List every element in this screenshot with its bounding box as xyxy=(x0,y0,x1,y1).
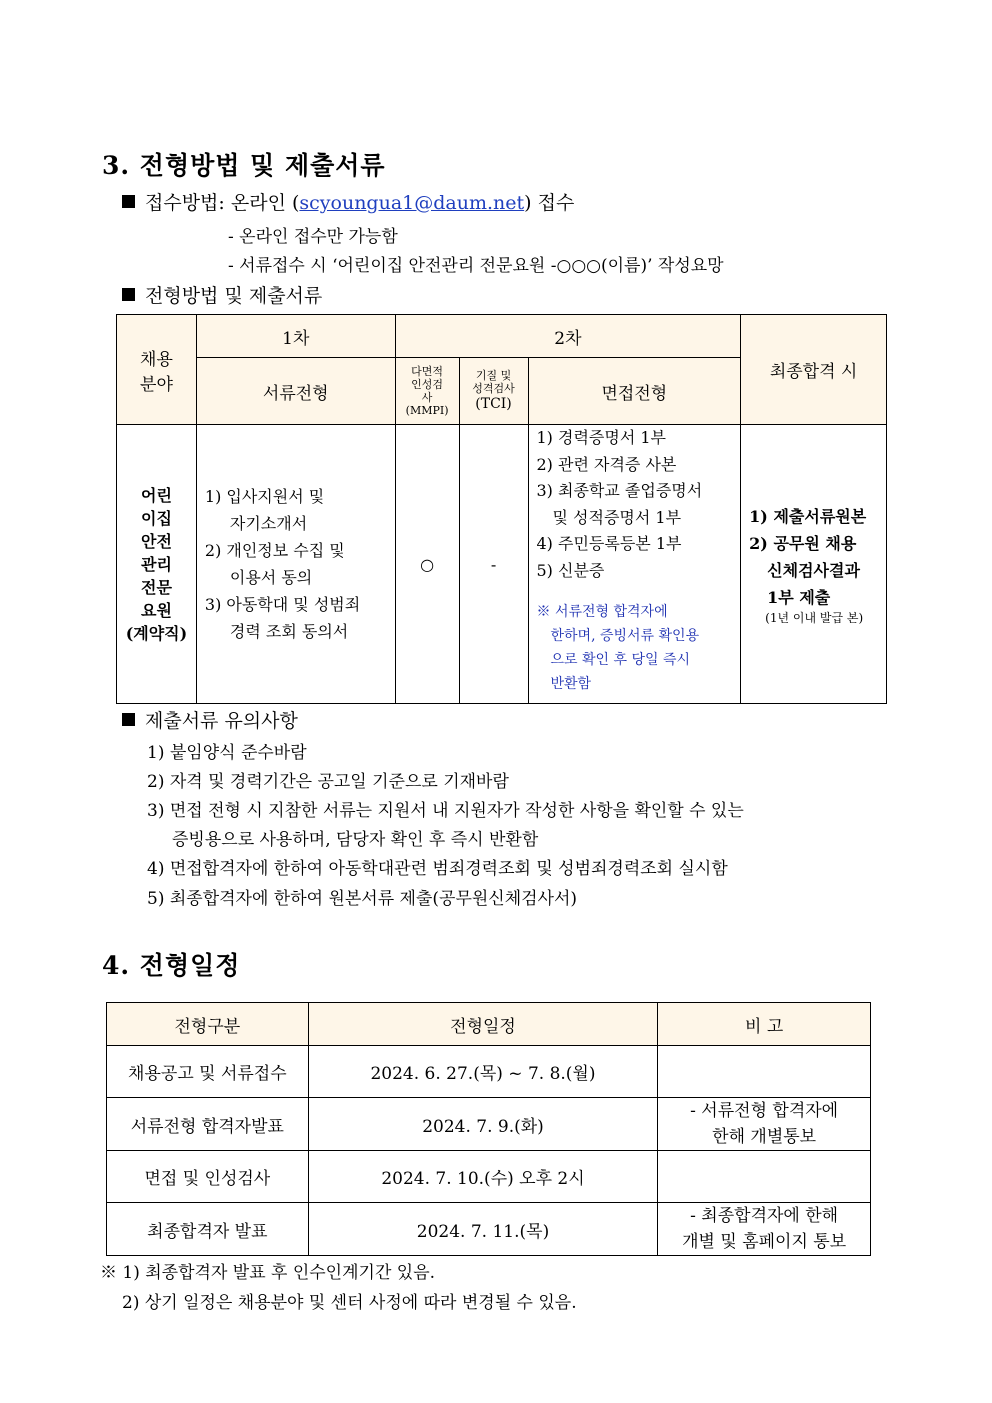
receipt-label: 접수방법: xyxy=(145,192,225,214)
schedule-note-line: 한해 개별통보 xyxy=(712,1127,817,1147)
table-row xyxy=(107,1151,871,1203)
receipt-method xyxy=(122,188,574,215)
schedule-stage: 서류전형 합격자발표 xyxy=(107,1098,309,1151)
interview-item: 및 성적증명서 1부 xyxy=(552,507,682,527)
interview-cell xyxy=(528,425,741,704)
final-cell xyxy=(741,425,887,704)
docs-item: 경력 조회 동의서 xyxy=(229,622,349,641)
header-tci-line: 기질 및 xyxy=(475,369,512,382)
header-field-line: 채용 xyxy=(140,349,173,370)
final-note: (1년 이내 발급 본) xyxy=(765,610,864,625)
caution-item-3: 3) 면접 전형 시 지참한 서류는 지원서 내 지원자가 작성한 사항을 확인할 수 있는 xyxy=(147,801,744,821)
email-link[interactable]: scyoungua1@daum.net xyxy=(299,192,525,214)
interview-item: 2) 관련 자격증 사본 xyxy=(536,454,677,474)
section3-title: 3. 전형방법 및 제출서류 xyxy=(102,151,386,180)
header-tci xyxy=(459,358,528,425)
receipt-note-2: - 서류접수 시 ‘어린이집 안전관리 전문요원 -○○○(이름)’ 작성요망 xyxy=(228,256,724,276)
schedule-date: 2024. 7. 9.(화) xyxy=(308,1098,658,1151)
receipt-text-after: ) 접수 xyxy=(524,192,575,214)
header-docs: 서류전형 xyxy=(196,358,395,425)
header-round2: 2차 xyxy=(395,315,741,358)
selection-method-table xyxy=(116,314,887,704)
final-item: 1) 제출서류원본 xyxy=(749,506,867,526)
caution-item-4: 4) 면접합격자에 한하여 아동학대관련 범죄경력조회 및 성범죄경력조회 실시함 xyxy=(147,859,728,879)
footnote-1: ※ 1) 최종합격자 발표 후 인수인계기간 있음. xyxy=(100,1263,436,1283)
square-bullet-icon xyxy=(122,195,135,208)
field-line: 요원 xyxy=(140,600,172,620)
schedule-stage: 면접 및 인성검사 xyxy=(107,1151,309,1203)
interview-item: 3) 최종학교 졸업증명서 xyxy=(536,481,703,500)
docs-item: 2) 개인정보 수집 및 xyxy=(204,541,345,560)
final-item: 2) 공무원 채용 xyxy=(749,533,857,553)
schedule-header-stage: 전형구분 xyxy=(107,1003,309,1046)
field-line: 전문 xyxy=(140,577,172,597)
schedule-note xyxy=(658,1151,871,1203)
schedule-note-line: - 최종합격자에 한해 xyxy=(690,1206,839,1226)
interview-item: 1) 경력증명서 1부 xyxy=(536,428,667,447)
receipt-note-1: - 온라인 접수만 가능함 xyxy=(228,227,398,247)
interview-note-line: 반환함 xyxy=(550,676,592,692)
schedule-note xyxy=(658,1203,871,1256)
schedule-table xyxy=(106,1002,871,1256)
field-line: 이집 xyxy=(140,508,172,528)
table-row xyxy=(107,1203,871,1256)
header-field-line: 분야 xyxy=(140,374,173,395)
method-heading xyxy=(122,281,322,308)
caution-item-5: 5) 최종합격자에 한하여 원본서류 제출(공무원신체검사서) xyxy=(147,889,578,909)
schedule-date: 2024. 7. 11.(목) xyxy=(308,1203,658,1256)
schedule-stage: 최종합격자 발표 xyxy=(107,1203,309,1256)
caution-heading xyxy=(122,706,298,733)
header-mmpi-line: 사 xyxy=(421,391,433,404)
section4-title: 4. 전형일정 xyxy=(102,951,241,980)
schedule-note-line: 개별 및 홈페이지 통보 xyxy=(682,1232,847,1252)
tci-mark: - xyxy=(459,425,528,704)
field-line: 어린 xyxy=(140,485,172,505)
header-mmpi xyxy=(395,358,459,425)
caution-heading-text: 제출서류 유의사항 xyxy=(145,710,298,732)
schedule-note xyxy=(658,1046,871,1098)
docs-item: 1) 입사지원서 및 xyxy=(204,487,325,506)
schedule-date: 2024. 6. 27.(목) ~ 7. 8.(월) xyxy=(308,1046,658,1098)
square-bullet-icon xyxy=(122,713,135,726)
schedule-stage: 채용공고 및 서류접수 xyxy=(107,1046,309,1098)
field-line: 안전 xyxy=(140,531,172,551)
header-mmpi-line: 다면적 xyxy=(411,365,444,378)
header-field xyxy=(117,315,197,425)
caution-item-2: 2) 자격 및 경력기간은 공고일 기준으로 기재바람 xyxy=(147,772,509,792)
interview-note-line: ※ 서류전형 합격자에 xyxy=(536,604,668,620)
final-item: 1부 제출 xyxy=(767,587,831,607)
square-bullet-icon xyxy=(122,288,135,301)
header-mmpi-line: (MMPI) xyxy=(405,404,449,417)
docs-item: 3) 아동학대 및 성범죄 xyxy=(204,595,361,614)
schedule-header-date: 전형일정 xyxy=(308,1003,658,1046)
header-tci-line: (TCI) xyxy=(475,396,512,412)
header-round1: 1차 xyxy=(196,315,395,358)
interview-item: 5) 신분증 xyxy=(536,560,605,580)
receipt-text-before: 온라인 ( xyxy=(230,192,300,214)
docs-item: 자기소개서 xyxy=(229,514,308,533)
header-tci-line: 성격검사 xyxy=(472,382,515,395)
interview-note-line: 으로 확인 후 당일 즉시 xyxy=(550,652,691,668)
mmpi-mark: ○ xyxy=(395,425,459,704)
schedule-date: 2024. 7. 10.(수) 오후 2시 xyxy=(308,1151,658,1203)
field-line: (계약직) xyxy=(125,623,188,643)
field-cell xyxy=(117,425,197,704)
final-item: 신체검사결과 xyxy=(767,560,860,580)
footnote-2: 2) 상기 일정은 채용분야 및 센터 사정에 따라 변경될 수 있음. xyxy=(122,1293,577,1313)
header-final: 최종합격 시 xyxy=(741,315,887,425)
schedule-note xyxy=(658,1098,871,1151)
table-row xyxy=(107,1046,871,1098)
header-interview: 면접전형 xyxy=(528,358,741,425)
interview-note xyxy=(537,600,741,696)
caution-item-1: 1) 붙임양식 준수바람 xyxy=(147,743,307,763)
table-row xyxy=(107,1098,871,1151)
header-mmpi-line: 인성검 xyxy=(411,378,444,391)
method-heading-text: 전형방법 및 제출서류 xyxy=(145,285,323,307)
schedule-note-line: - 서류전형 합격자에 xyxy=(690,1101,839,1121)
schedule-header-note: 비 고 xyxy=(658,1003,871,1046)
interview-note-line: 한하며, 증빙서류 확인용 xyxy=(550,628,700,644)
caution-item-3-cont: 증빙용으로 사용하며, 담당자 확인 후 즉시 반환함 xyxy=(172,830,539,850)
docs-cell xyxy=(196,425,395,704)
docs-item: 이용서 동의 xyxy=(229,568,313,587)
field-line: 관리 xyxy=(140,554,172,574)
interview-item: 4) 주민등록등본 1부 xyxy=(536,534,682,553)
